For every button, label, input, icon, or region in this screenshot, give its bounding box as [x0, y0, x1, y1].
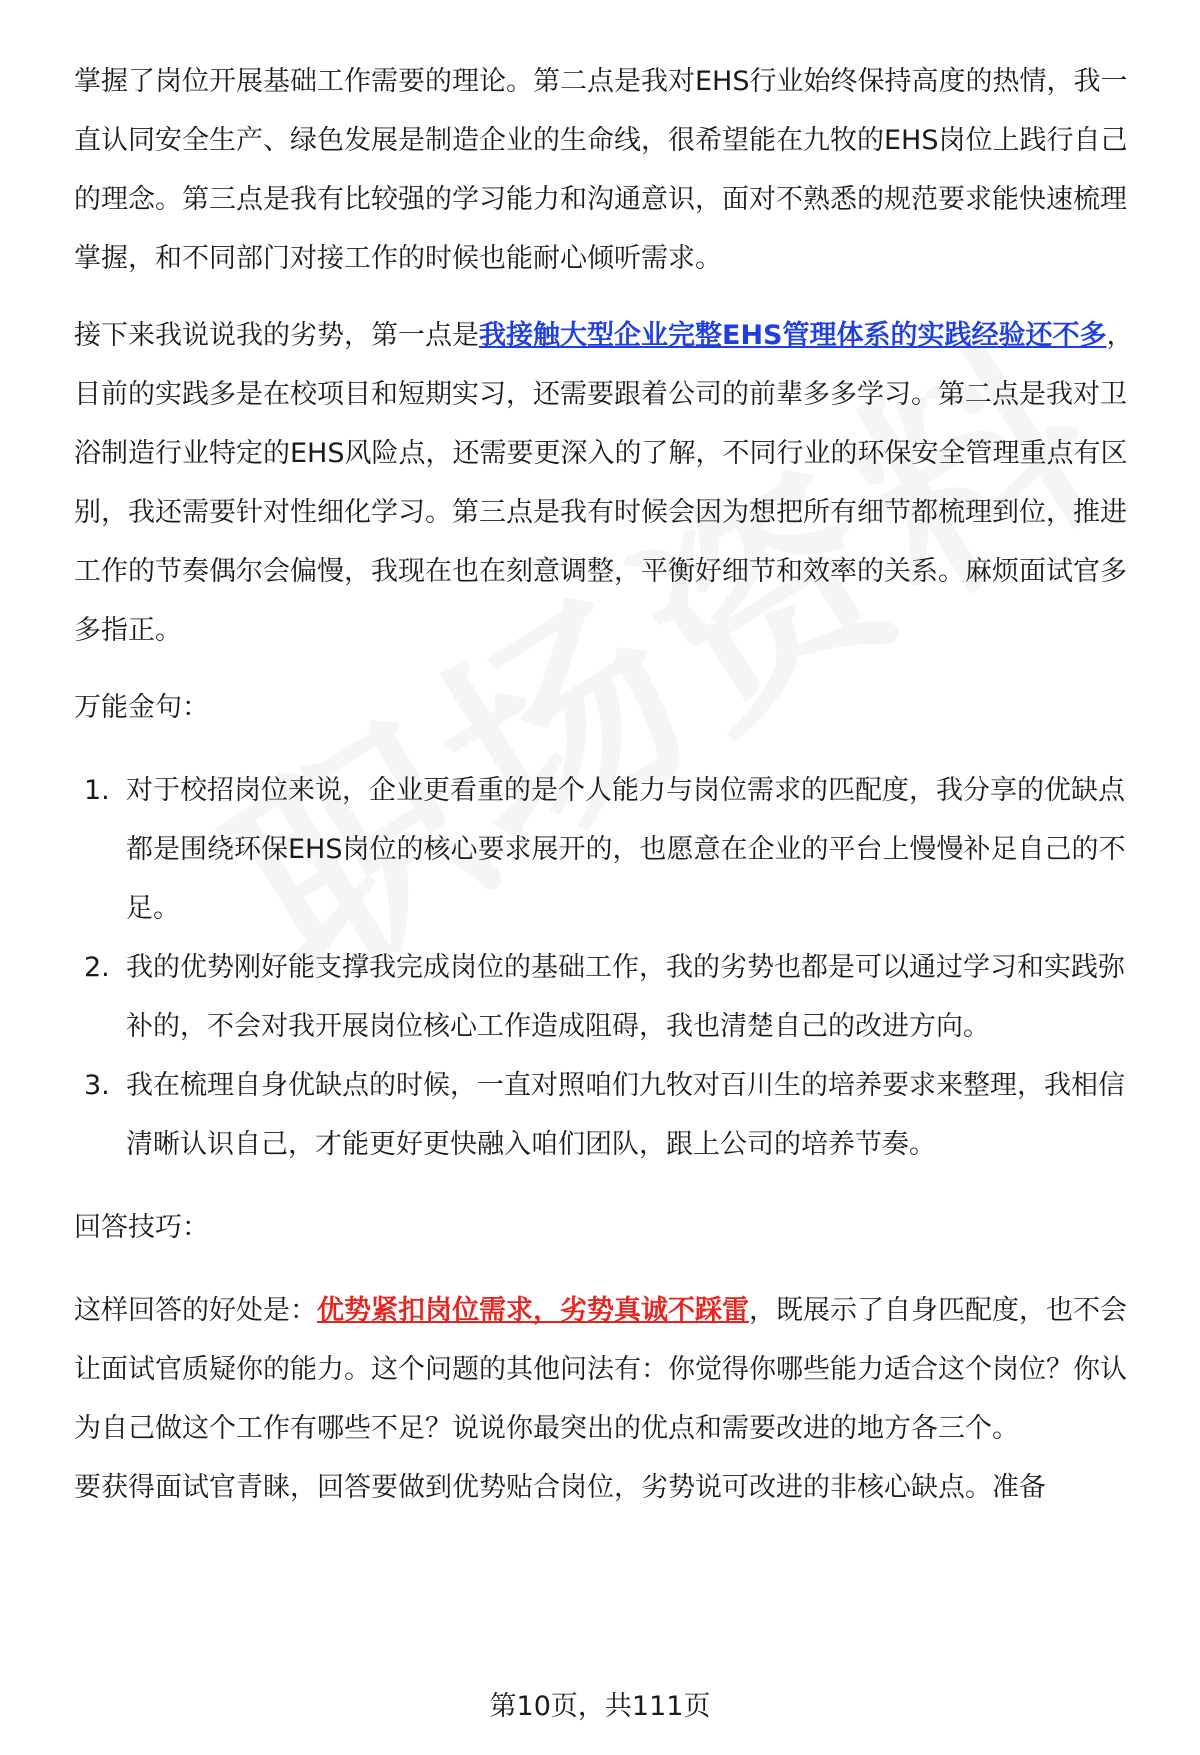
weaknesses-intro: 接下来我说说我的劣势，第一点是 — [74, 320, 479, 351]
list-item-text: 我的优势刚好能支撑我完成岗位的基础工作，我的劣势也都是可以通过学习和实践弥补的，不会对我开展岗位核心工作造成阻碍，我也清楚自己的改进方向。 — [126, 952, 1125, 1042]
weaknesses-rest: ，目前的实践多是在校项目和短期实习，还需要跟着公司的前辈多多学习。第二点是我对卫浴制造行业特定的EHS风险点，还需要更深入的了解，不同行业的环保安全管理重点有区别，我还需要针对性细化学习。第三点是我有时候会因为想把所有细节都梳理到位，推进工作的节奏偶尔会偏慢，我现在也在刻意调整，平衡好细节和效率的关系。麻烦面试官多多指正。 — [74, 320, 1134, 646]
list-item-number: 2. — [84, 952, 110, 983]
list-item — [74, 761, 1144, 938]
golden-sentences-list — [74, 761, 1144, 1174]
list-item-number: 1. — [84, 775, 110, 806]
tips-highlight: 优势紧扣岗位需求，劣势真诚不踩雷 — [317, 1295, 749, 1326]
page-number-footer: 第10页，共111页 — [489, 1691, 711, 1722]
list-item-text: 我在梳理自身优缺点的时候，一直对照咱们九牧对百川生的培养要求来整理，我相信清晰认识自己，才能更好更快融入咱们团队，跟上公司的培养节奏。 — [126, 1070, 1125, 1160]
weaknesses-paragraph — [74, 306, 1144, 660]
weakness-highlight: 我接触大型企业完整EHS管理体系的实践经验还不多 — [479, 320, 1107, 351]
golden-sentences-heading: 万能金句： — [74, 692, 209, 723]
answer-tips-paragraph — [74, 1281, 1144, 1458]
answer-tips-heading: 回答技巧： — [74, 1212, 209, 1243]
list-item-text: 对于校招岗位来说，企业更看重的是个人能力与岗位需求的匹配度，我分享的优缺点都是围绕环保EHS岗位的核心要求展开的，也愿意在企业的平台上慢慢补足自己的不足。 — [126, 775, 1126, 924]
list-item — [74, 938, 1144, 1056]
document-body — [74, 52, 1144, 1517]
tips-intro: 这样回答的好处是： — [74, 1295, 317, 1326]
list-item — [74, 1056, 1144, 1174]
list-item-number: 3. — [84, 1070, 110, 1101]
strengths-paragraph: 掌握了岗位开展基础工作需要的理论。第二点是我对EHS行业始终保持高度的热情，我一直认同安全生产、绿色发展是制造企业的生命线，很希望能在九牧的EHS岗位上践行自己的理念。第三点是我有比较强的学习能力和沟通意识，面对不熟悉的规范要求能快速梳理掌握，和不同部门对接工作的时候也能耐心倾听需求。 — [74, 66, 1128, 274]
closing-line: 要获得面试官青睐，回答要做到优势贴合岗位，劣势说可改进的非核心缺点。准备 — [74, 1472, 1046, 1503]
tips-rest: ，既展示了自身匹配度，也不会让面试官质疑你的能力。这个问题的其他问法有：你觉得你哪些能力适合这个岗位？你认为自己做这个工作有哪些不足？说说你最突出的优点和需要改进的地方各三个。 — [74, 1295, 1127, 1444]
